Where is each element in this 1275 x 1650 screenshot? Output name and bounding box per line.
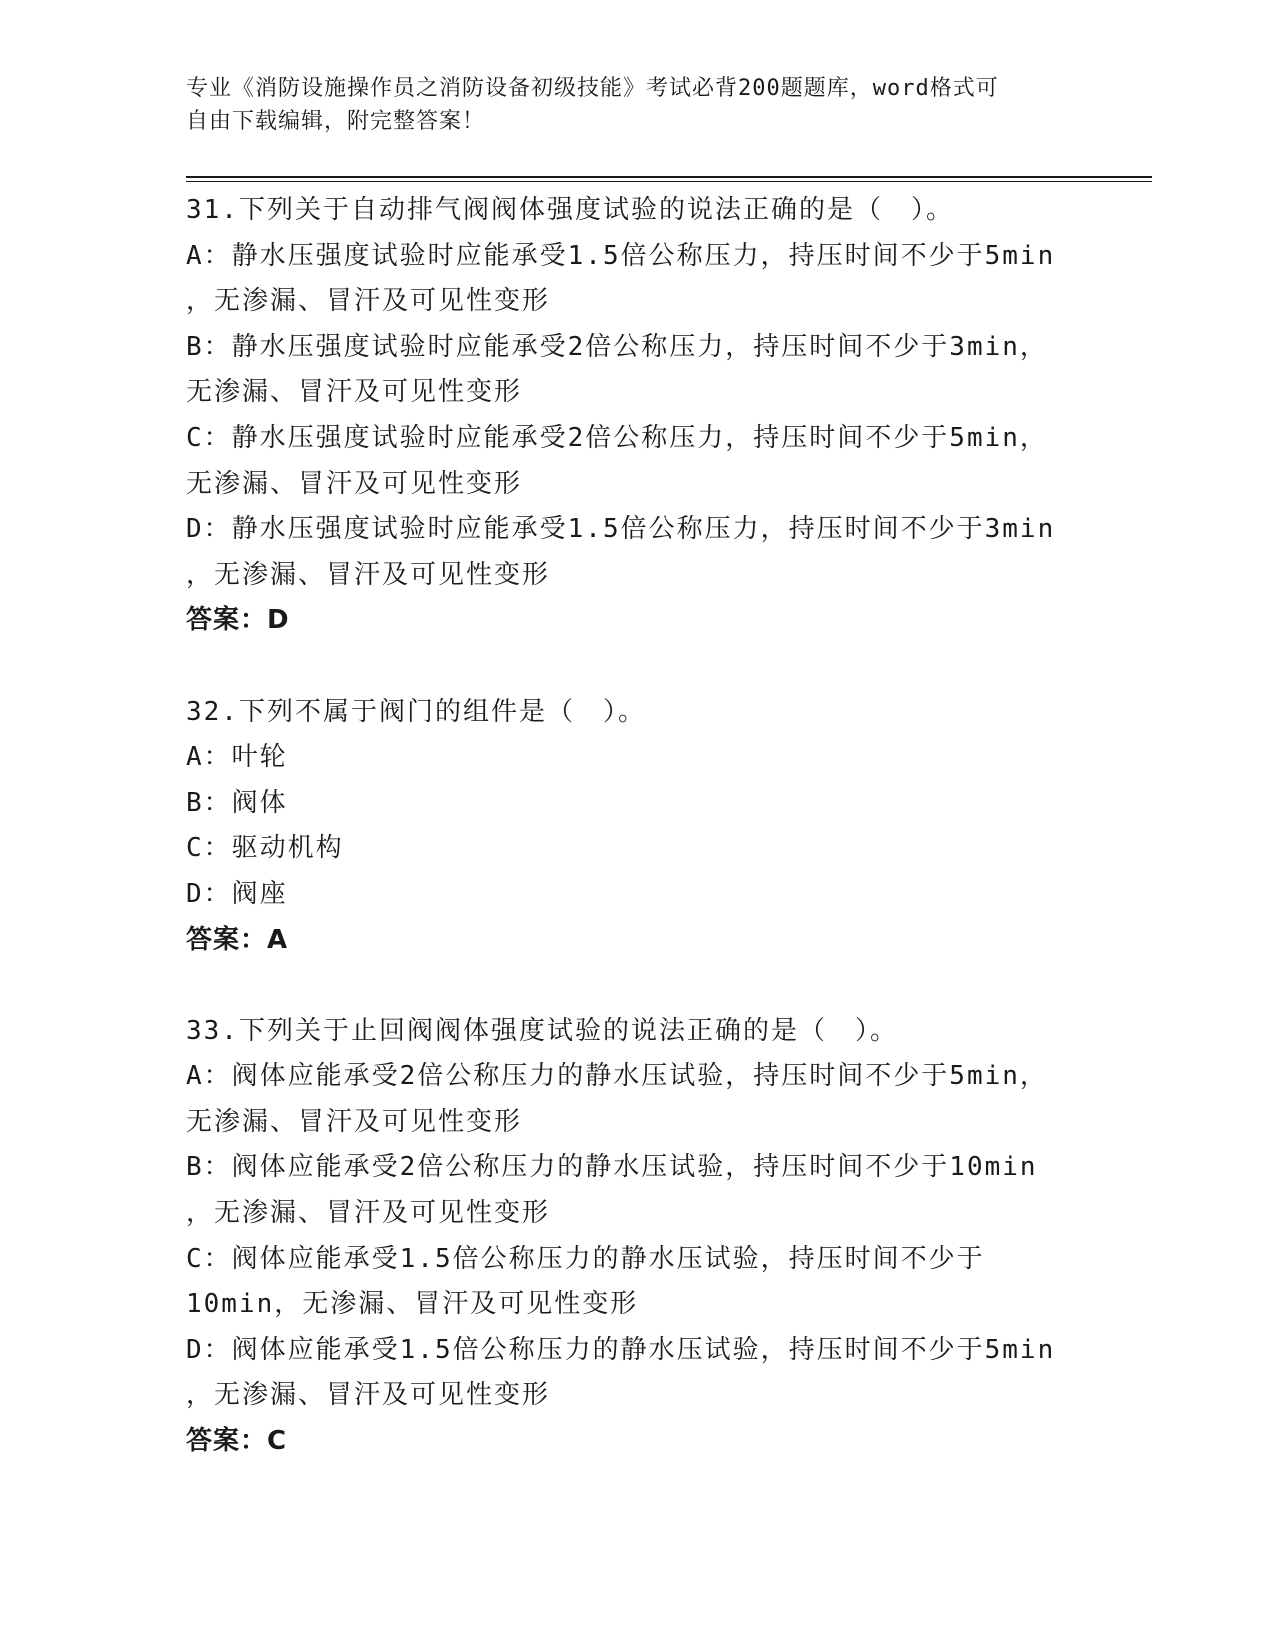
question-spacer	[186, 963, 1126, 1009]
option-b	[186, 325, 1126, 416]
document-header	[186, 72, 1086, 138]
header-divider-thick	[186, 176, 1152, 178]
option-line: D：静水压强度试验时应能承受1.5倍公称压力，持压时间不少于3min	[186, 514, 1056, 545]
header-divider-thin	[186, 181, 1152, 182]
answer-label: 答案：A	[186, 924, 289, 955]
question-32	[186, 690, 1126, 964]
option-line: D：阀体应能承受1.5倍公称压力的静水压试验，持压时间不少于5min	[186, 1334, 1056, 1365]
option-line: ，无渗漏、冒汗及可见性变形	[186, 1380, 551, 1411]
option-b: B：阀体	[186, 787, 288, 818]
option-line: B：阀体应能承受2倍公称压力的静水压试验，持压时间不少于10min	[186, 1152, 1038, 1183]
option-b	[186, 1145, 1126, 1236]
question-stem: 31.下列关于自动排气阀阀体强度试验的说法正确的是（ ）。	[186, 195, 954, 225]
question-33	[186, 1009, 1126, 1465]
option-line: C：静水压强度试验时应能承受2倍公称压力，持压时间不少于5min，	[186, 422, 1048, 453]
question-stem: 32.下列不属于阀门的组件是（ ）。	[186, 696, 646, 727]
header-line-1: 专业《消防设施操作员之消防设备初级技能》考试必背200题题库，word格式可	[186, 76, 999, 101]
question-31	[186, 188, 1126, 644]
option-d	[186, 507, 1126, 598]
option-a	[186, 234, 1126, 325]
question-list	[186, 188, 1126, 1465]
option-d: D：阀座	[186, 878, 288, 909]
option-c: C：驱动机构	[186, 833, 344, 864]
question-spacer	[186, 644, 1126, 690]
option-c	[186, 416, 1126, 507]
option-line: 无渗漏、冒汗及可见性变形	[186, 1106, 523, 1137]
option-line: 无渗漏、冒汗及可见性变形	[186, 468, 523, 499]
question-stem: 33.下列关于止回阀阀体强度试验的说法正确的是（ ）。	[186, 1015, 898, 1046]
option-line: 无渗漏、冒汗及可见性变形	[186, 377, 523, 408]
option-c	[186, 1237, 1126, 1328]
option-line: ，无渗漏、冒汗及可见性变形	[186, 286, 551, 317]
header-line-2: 自由下载编辑，附完整答案！	[186, 109, 486, 134]
option-line: B：静水压强度试验时应能承受2倍公称压力，持压时间不少于3min，	[186, 331, 1048, 362]
option-a	[186, 1054, 1126, 1145]
option-line: A：静水压强度试验时应能承受1.5倍公称压力，持压时间不少于5min	[186, 240, 1056, 271]
option-line: ，无渗漏、冒汗及可见性变形	[186, 559, 551, 590]
answer-label: 答案：D	[186, 605, 290, 636]
option-d	[186, 1328, 1126, 1419]
option-line: C：阀体应能承受1.5倍公称压力的静水压试验，持压时间不少于	[186, 1243, 985, 1274]
option-a: A：叶轮	[186, 742, 288, 773]
option-line: ，无渗漏、冒汗及可见性变形	[186, 1198, 551, 1229]
option-line: 10min，无渗漏、冒汗及可见性变形	[186, 1289, 639, 1320]
answer-label: 答案：C	[186, 1426, 288, 1457]
option-line: A：阀体应能承受2倍公称压力的静水压试验，持压时间不少于5min，	[186, 1061, 1048, 1092]
